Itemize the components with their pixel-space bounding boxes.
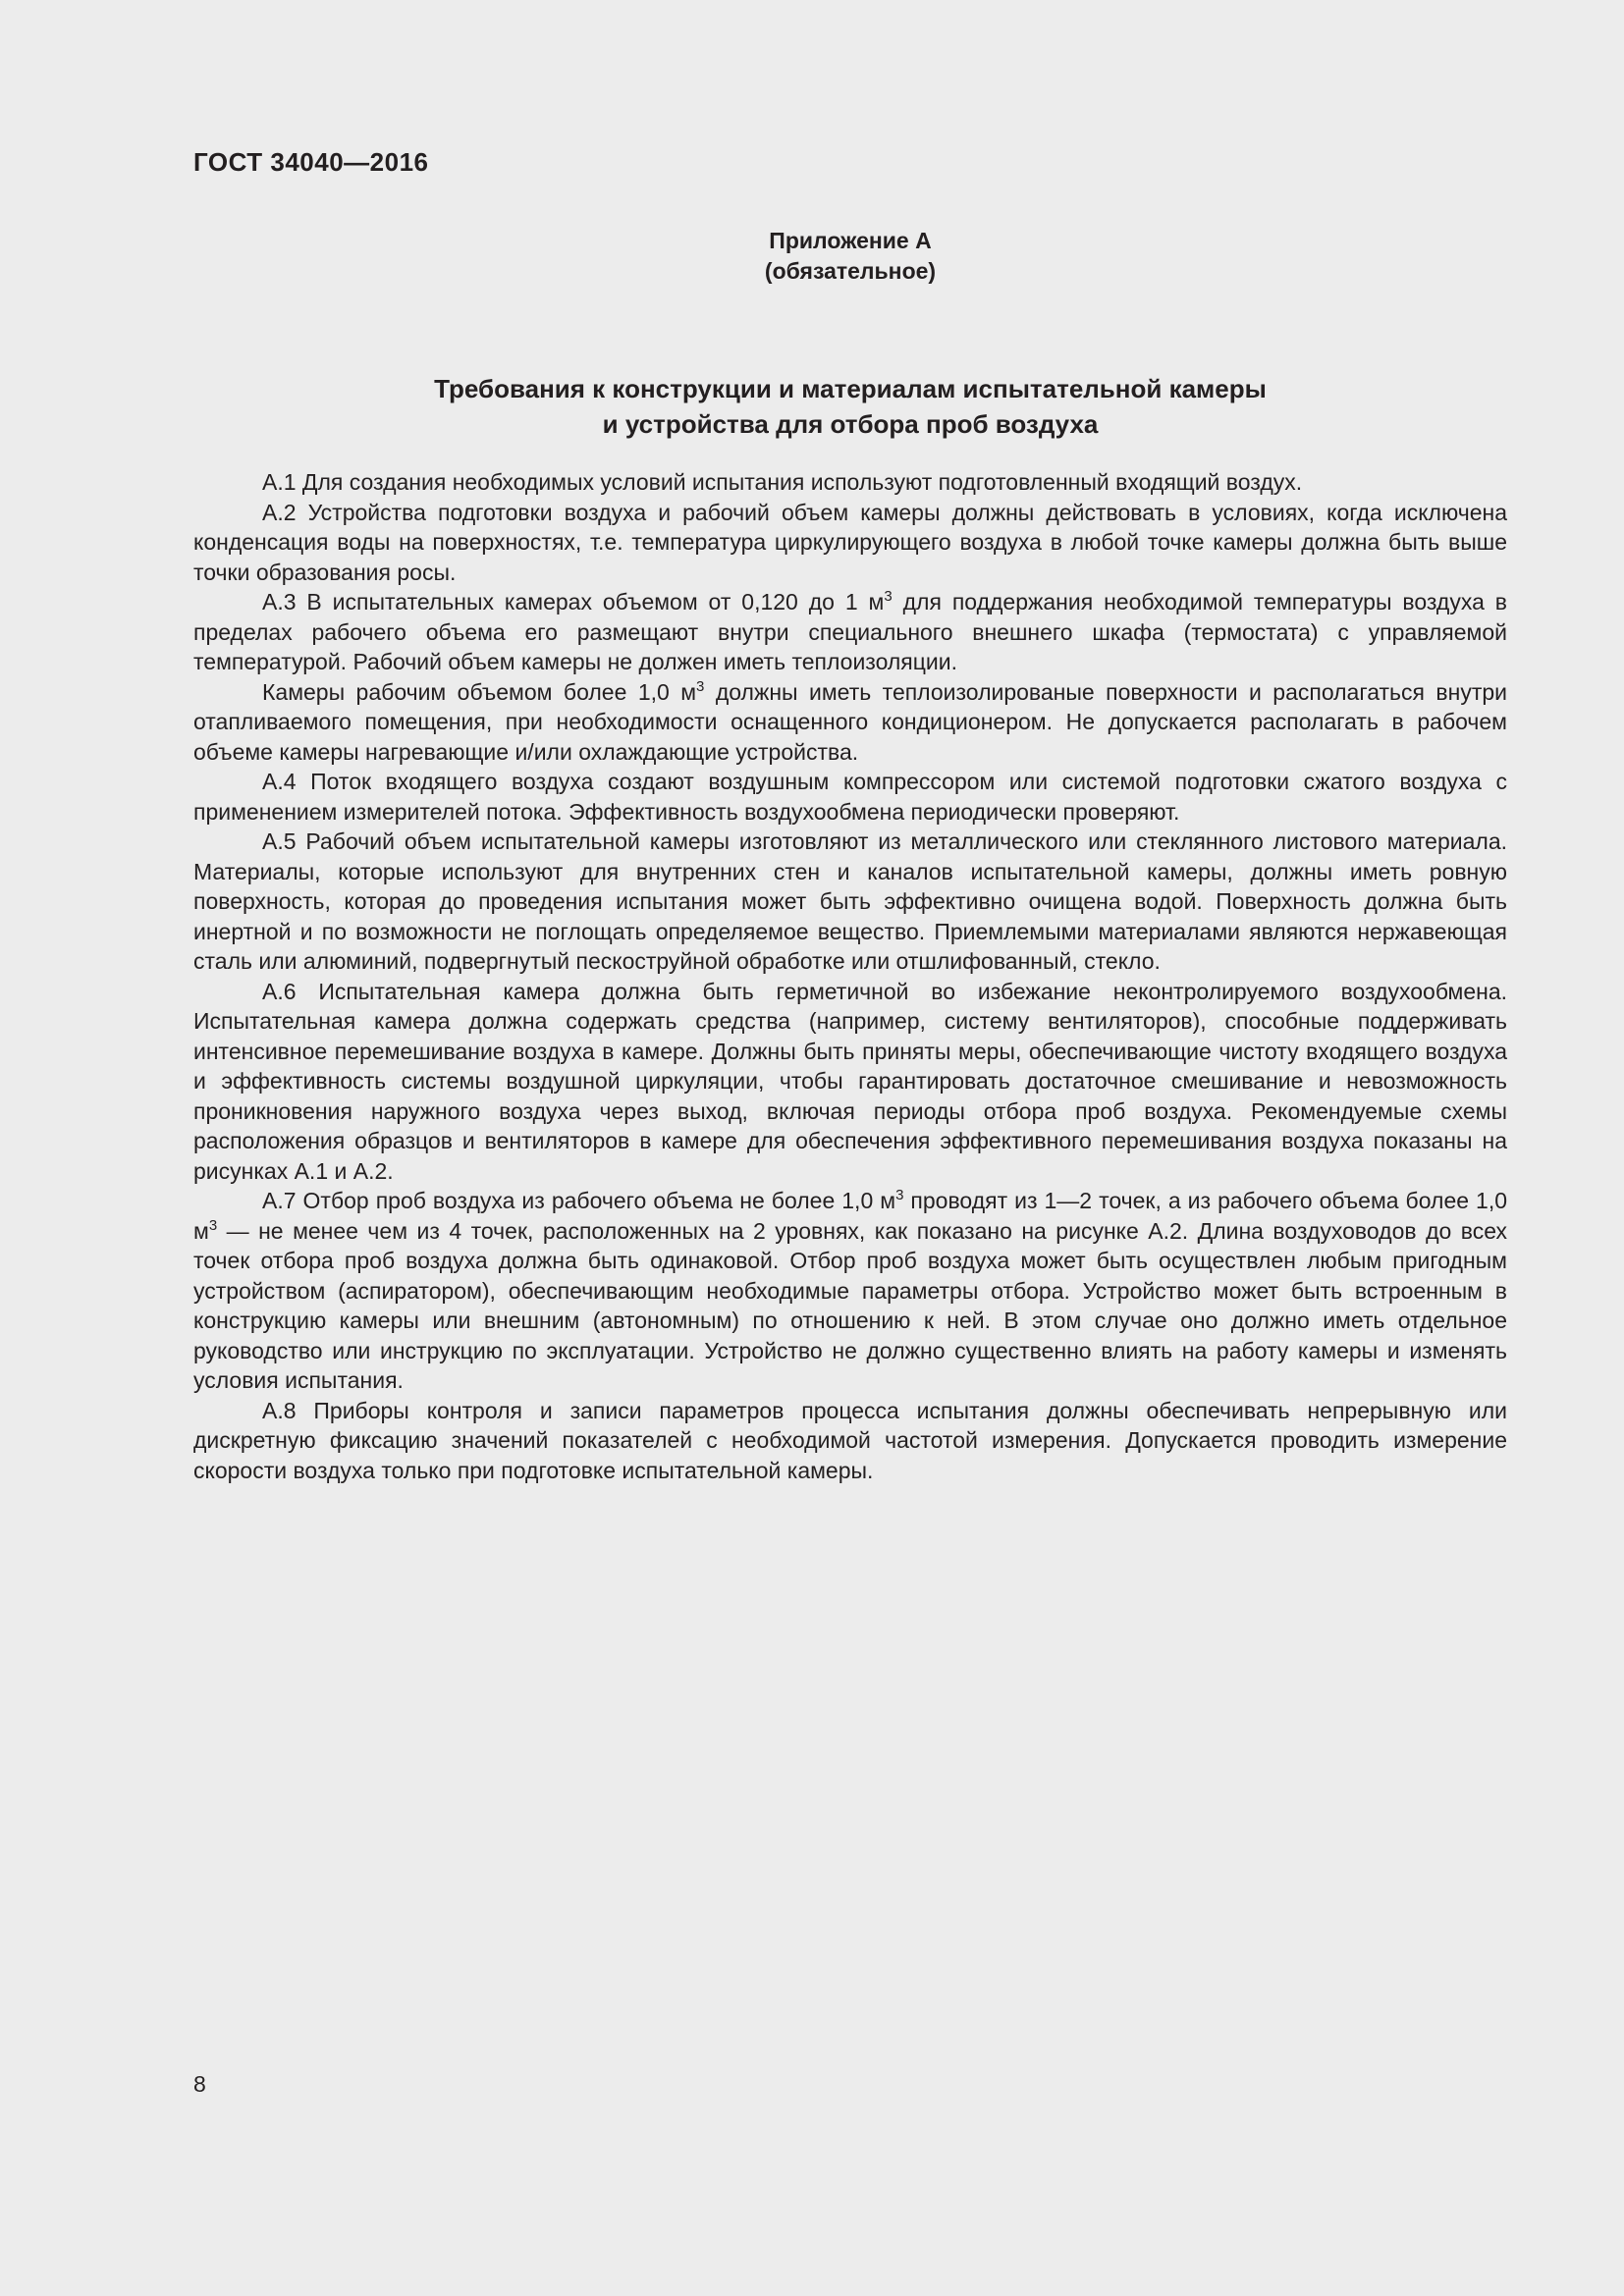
paragraph-a3b-text-1: Камеры рабочим объемом более 1,0 м: [262, 678, 697, 705]
paragraph-a3-continued: [193, 677, 1507, 768]
superscript-cubic: 3: [208, 1216, 218, 1234]
paragraph-a7-text-2: проводят из 1—2 точек, а из рабочего объема более 1,0 м: [193, 1188, 1507, 1244]
section-title-line-2: и устройства для отбора проб воздуха: [602, 409, 1099, 439]
paragraph-a7-text-3: — не менее чем из 4 точек, расположенных на 2 уровнях, как показано на рисунке А.2. Длина воздуховодов до всех точек отбора проб воздуха должна быть одинаковой. Отбор проб воздуха может быть осуществлен любым пригодным устройством (аспиратором), обеспечивающим необходимые параметры отбора. Устройство может быть встроенным в конструкцию камеры или внешним (автономным) по отношению к ней. В этом случае оно должно иметь отдельное руководство или инструкцию по эксплуатации. Устройство не должно существенно влиять на работу камеры и изменять условия испытания.: [193, 1217, 1507, 1393]
body-text: [193, 467, 1507, 1485]
paragraph-a3-text-1: А.3 В испытательных камерах объемом от 0,120 до 1 м: [262, 589, 885, 614]
paragraph-a3b-text-2: должны иметь теплоизолированые поверхности и располагаться внутри отапливаемого помещения, при необходимости оснащенного кондиционером. Не допускается располагать в рабочем объеме камеры нагревающие и/или охлаждающие устройства.: [193, 678, 1507, 765]
paragraph-a4: А.4 Поток входящего воздуха создают воздушным компрессором или системой подготовки сжатого воздуха с применением измерителей потока. Эффективность воздухообмена периодически проверяют.: [193, 769, 1507, 825]
page-number: 8: [193, 2071, 206, 2097]
section-title-line-1: Требования к конструкции и материалам испытательной камеры: [434, 374, 1267, 403]
paragraph-a3-text-2: для поддержания необходимой температуры воздуха в пределах рабочего объема его размещают внутри специального внешнего шкафа (термостата) с управляемой температурой. Рабочий объем камеры не должен иметь теплоизоляции.: [193, 589, 1507, 674]
document-code: ГОСТ 34040—2016: [193, 147, 429, 177]
paragraph-a1: А.1 Для создания необходимых условий испытания используют подготовленный входящий воздух.: [262, 469, 1303, 495]
superscript-cubic: 3: [696, 677, 705, 695]
paragraph-a7-text-1: А.7 Отбор проб воздуха из рабочего объема не более 1,0 м: [262, 1188, 896, 1213]
paragraph-a7: [193, 1186, 1507, 1396]
paragraph-a6: А.6 Испытательная камера должна быть герметичной во избежание неконтролируемого воздухообмена. Испытательная камера должна содержать средства (например, систему вентиляторов), способные поддерживать интенсивное перемешивание воздуха в камере. Должны быть приняты меры, обеспечивающие чистоту входящего воздуха и эффективность системы воздушной циркуляции, чтобы гарантировать достаточное смешивание и невозможность проникновения наружного воздуха через выход, включая периоды отбора проб воздуха. Рекомендуемые схемы расположения образцов и вентиляторов в камере для обеспечения эффективного перемешивания воздуха показаны на рисунках А.1 и А.2.: [193, 978, 1507, 1184]
superscript-cubic: 3: [895, 1187, 904, 1203]
annex-status: (обязательное): [764, 258, 937, 284]
annex-label: Приложение А: [769, 228, 932, 253]
section-title: [193, 371, 1507, 442]
paragraph-a8: А.8 Приборы контроля и записи параметров процесса испытания должны обеспечивать непрерывную или дискретную фиксацию значений показателей с необходимой частотой измерения. Допускается проводить измерение скорости воздуха только при подготовке испытательной камеры.: [193, 1397, 1507, 1483]
superscript-cubic: 3: [884, 588, 893, 605]
paragraph-a2: А.2 Устройства подготовки воздуха и рабочий объем камеры должны действовать в условиях, когда исключена конденсация воды на поверхностях, т.е. температура циркулирующего воздуха в любой точке камеры должна быть выше точки образования росы.: [193, 499, 1507, 585]
annex-heading: [193, 226, 1507, 287]
paragraph-a3: [193, 587, 1507, 677]
paragraph-a5: А.5 Рабочий объем испытательной камеры изготовляют из металлического или стеклянного листового материала. Материалы, которые используют для внутренних стен и каналов испытательной камеры, должны иметь ровную поверхность, которая до проведения испытания может быть эффективно очищена водой. Поверхность должна быть инертной и по возможности не поглощать определяемое вещество. Приемлемыми материалами являются нержавеющая сталь или алюминий, подвергнутый пескоструйной обработке или отшлифованный, стекло.: [193, 828, 1507, 974]
